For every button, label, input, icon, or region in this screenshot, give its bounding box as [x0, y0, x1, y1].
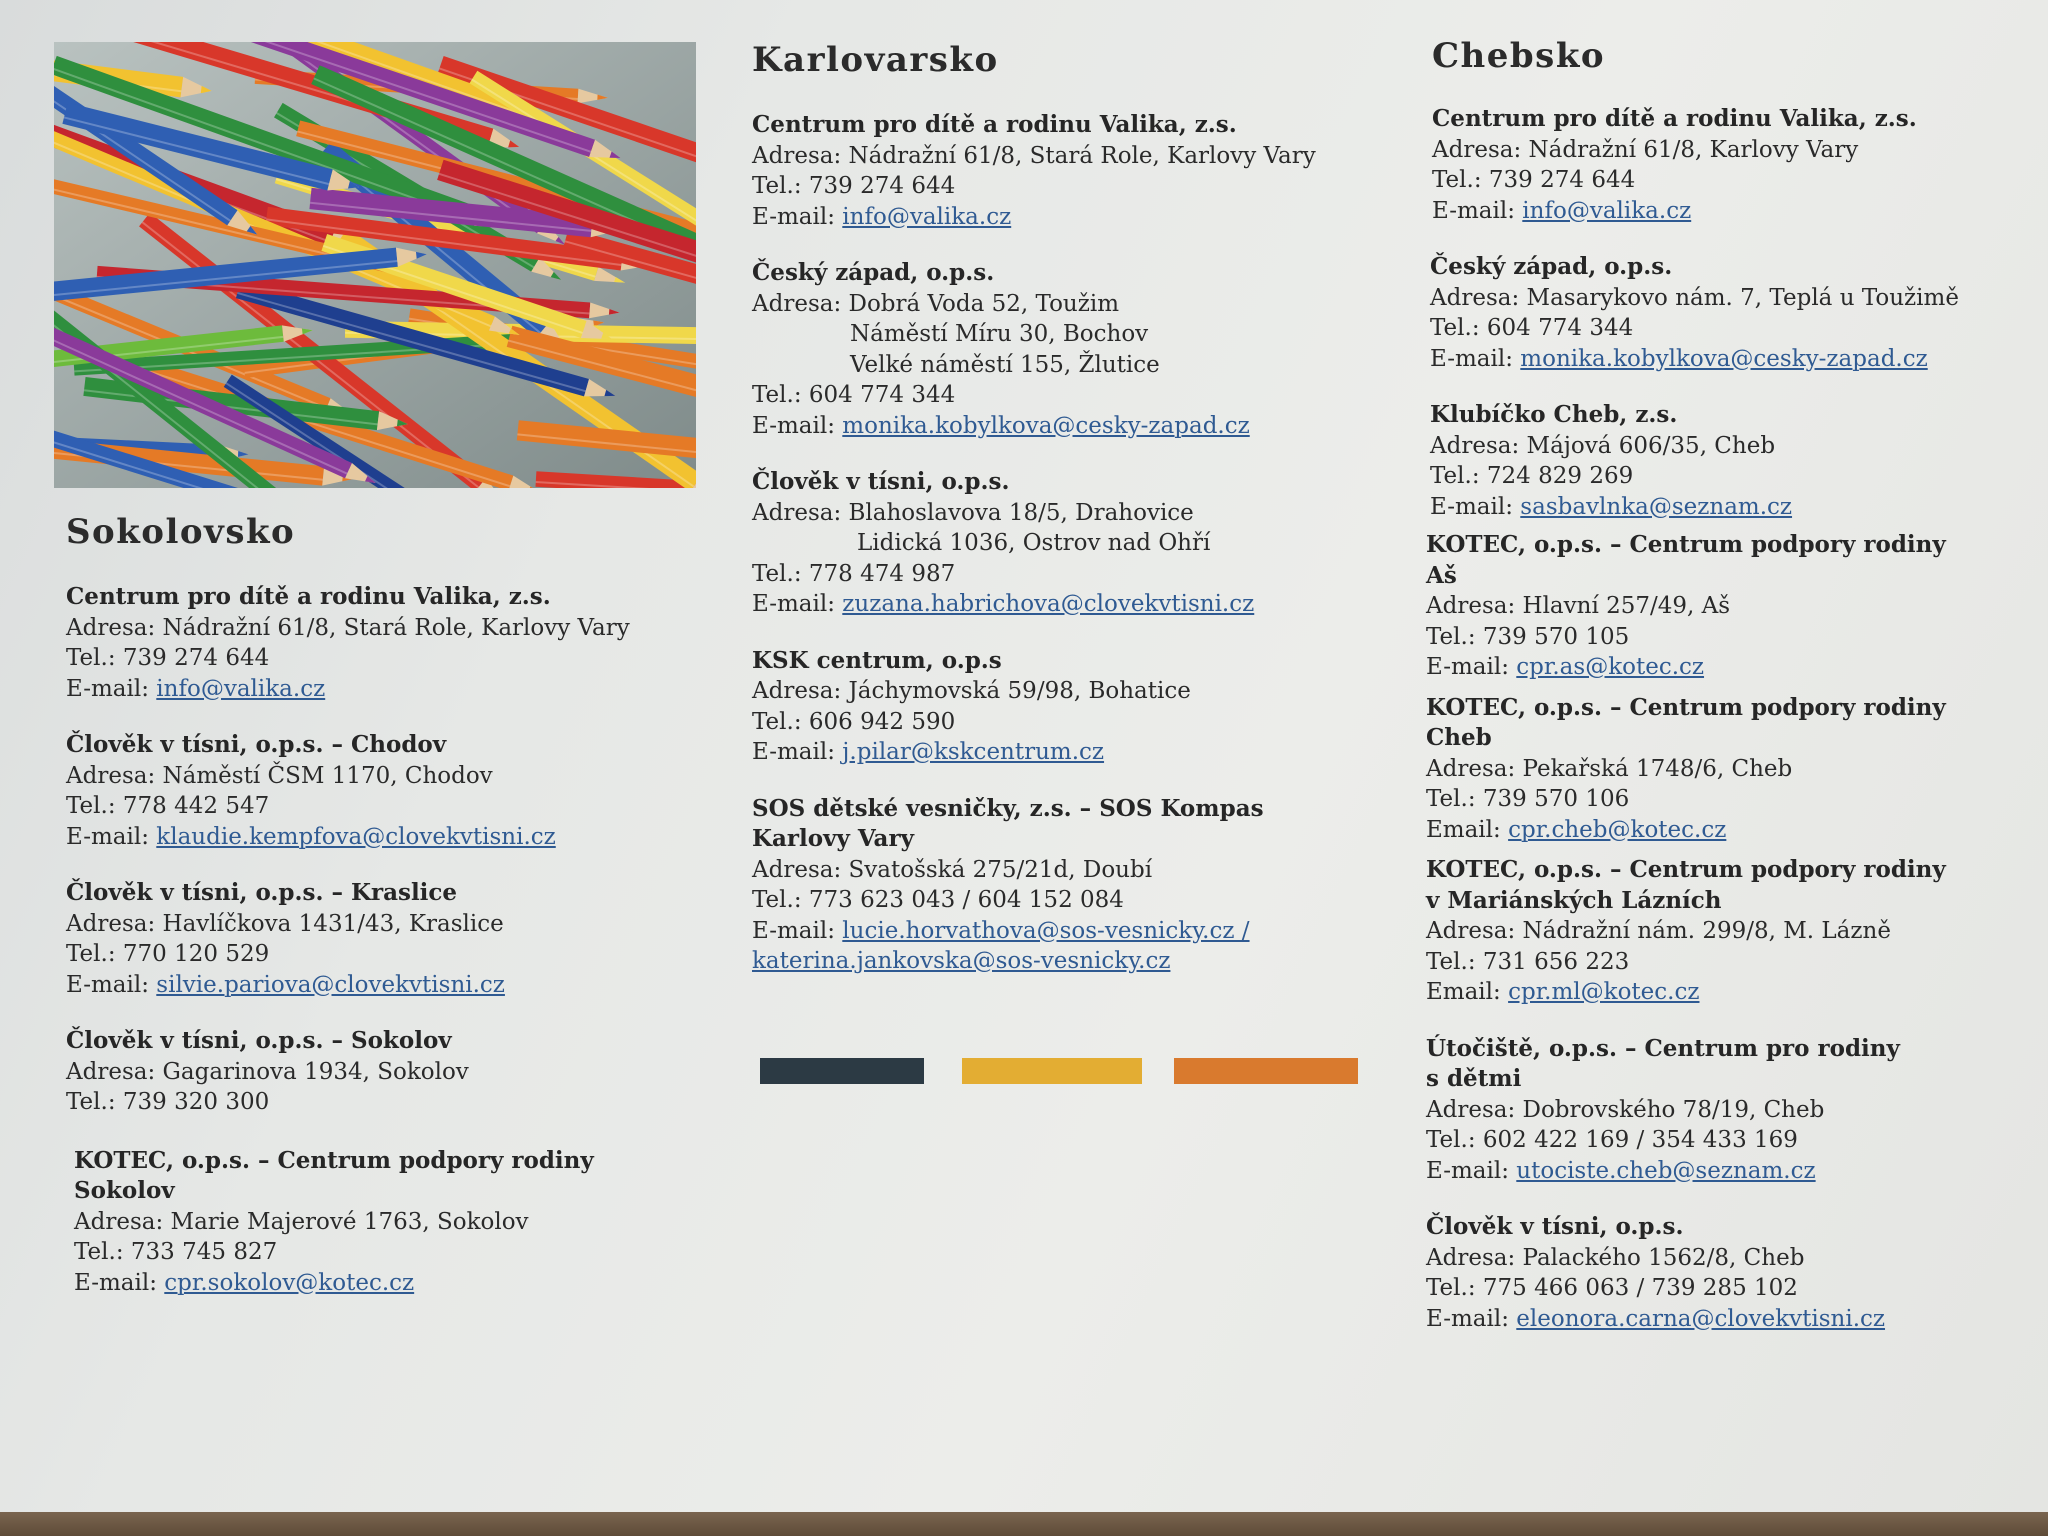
org-phone: Tel.: 604 774 344: [752, 382, 956, 408]
contact-entry: [1426, 855, 2026, 1008]
org-address: Adresa: Gagarinova 1934, Sokolov: [66, 1058, 469, 1085]
chebsko-column: [1426, 36, 2026, 1334]
org-name: Člověk v tísni, o.p.s. – Sokolov: [66, 1027, 452, 1054]
contact-entry: [1426, 1212, 2026, 1334]
colored-pencils-photo: [54, 42, 696, 488]
sokolovsko-column: [66, 512, 706, 1298]
email-label: E-mail:: [752, 412, 843, 439]
org-name-continued: Karlovy Vary: [752, 825, 914, 852]
org-name: Útočiště, o.p.s. – Centrum pro rodiny: [1426, 1034, 1900, 1062]
email-link[interactable]: klaudie.kempfova@clovekvtisni.cz: [156, 823, 556, 850]
org-address: Adresa: Jáchymovská 59/98, Bohatice: [752, 678, 1191, 704]
org-phone: Tel.: 775 466 063 / 739 285 102: [1426, 1275, 1798, 1301]
contact-entry: [1426, 1034, 2026, 1187]
navy-bar: [760, 1058, 924, 1084]
org-phone: Tel.: 739 274 644: [66, 645, 270, 671]
contact-entry: [1426, 104, 2026, 226]
org-phone: Tel.: 778 474 987: [752, 560, 956, 587]
org-phone: Tel.: 739 274 644: [1432, 167, 1636, 193]
email-link[interactable]: utociste.cheb@seznam.cz: [1516, 1157, 1816, 1184]
pencils-illustration: [54, 42, 696, 488]
org-name: Člověk v tísni, o.p.s. – Kraslice: [66, 879, 458, 906]
email-label: E-mail:: [1432, 197, 1523, 224]
contact-entry: [1426, 530, 2026, 683]
org-phone: Tel.: 739 274 644: [752, 173, 956, 199]
contact-entry: [66, 1146, 706, 1299]
org-address: Adresa: Nádražní 61/8, Stará Role, Karlovy Vary: [752, 142, 1316, 169]
contact-entry: [66, 1026, 706, 1118]
org-name-continued: Aš: [1426, 561, 1457, 589]
email-label: E-mail:: [752, 739, 843, 765]
org-address: Adresa: Náměstí ČSM 1170, Chodov: [66, 762, 493, 789]
sokolovsko-title: Sokolovsko: [66, 512, 296, 552]
org-address: Adresa: Dobrá Voda 52, Toužim: [752, 290, 1120, 317]
org-name: Člověk v tísni, o.p.s. – Chodov: [66, 731, 447, 758]
org-address: Adresa: Masarykovo nám. 7, Teplá u Toužimě: [1430, 284, 1959, 311]
org-address: Adresa: Dobrovského 78/19, Cheb: [1426, 1096, 1825, 1123]
email-label: E-mail:: [752, 591, 843, 617]
yellow-bar: [962, 1058, 1142, 1084]
org-name: Člověk v tísni, o.p.s.: [752, 468, 1010, 495]
contact-entry: [752, 467, 1412, 620]
org-phone: Tel.: 770 120 529: [66, 941, 270, 967]
org-address-line-2: Náměstí Míru 30, Bochov: [850, 321, 1149, 347]
org-phone: Tel.: 773 623 043 / 604 152 084: [752, 887, 1124, 913]
email-link[interactable]: eleonora.carna@clovekvtisni.cz: [1516, 1305, 1886, 1332]
org-address-line-3: Velké náměstí 155, Žlutice: [850, 351, 1160, 378]
email-label: E-mail:: [752, 203, 843, 230]
email-link[interactable]: info@valika.cz: [842, 203, 1012, 230]
email-label: E-mail:: [1426, 1157, 1517, 1184]
org-name-continued: v Mariánských Lázních: [1426, 886, 1722, 914]
color-bars: [760, 1058, 1360, 1090]
email-label: Email:: [1426, 816, 1509, 843]
org-phone: Tel.: 739 320 300: [66, 1089, 270, 1115]
org-name: Klubíčko Cheb, z.s.: [1430, 401, 1678, 428]
email-link[interactable]: info@valika.cz: [156, 675, 326, 702]
org-name: Český západ, o.p.s.: [752, 259, 995, 286]
org-phone: Tel.: 733 745 827: [74, 1239, 278, 1265]
email-label: E-mail:: [66, 823, 157, 850]
org-address: Adresa: Havlíčkova 1431/43, Kraslice: [66, 910, 504, 937]
org-phone: Tel.: 604 774 344: [1430, 315, 1634, 341]
org-name: KSK centrum, o.p.s: [752, 646, 1002, 674]
email-link[interactable]: silvie.pariova@clovekvtisni.cz: [156, 971, 505, 998]
contact-entry: [1426, 693, 2026, 846]
org-address: Adresa: Nádražní 61/8, Stará Role, Karlovy Vary: [66, 614, 630, 641]
email-link[interactable]: info@valika.cz: [1522, 197, 1692, 224]
org-phone: Tel.: 778 442 547: [66, 793, 270, 819]
org-phone: Tel.: 602 422 169 / 354 433 169: [1426, 1127, 1798, 1153]
email-link[interactable]: cpr.sokolov@kotec.cz: [164, 1269, 415, 1296]
email-label: E-mail:: [1426, 1305, 1517, 1332]
org-name: KOTEC, o.p.s. – Centrum podpory rodiny: [1426, 531, 1946, 558]
org-address: Adresa: Palackého 1562/8, Cheb: [1426, 1244, 1805, 1271]
email-link[interactable]: sasbavlnka@seznam.cz: [1520, 493, 1793, 520]
karlovarsko-title: Karlovarsko: [752, 40, 999, 80]
email-label: E-mail:: [66, 971, 157, 998]
table-surface: [0, 1512, 2048, 1536]
email-link[interactable]: cpr.as@kotec.cz: [1516, 654, 1705, 680]
contact-entry: [752, 110, 1412, 232]
org-name: Centrum pro dítě a rodinu Valika, z.s.: [66, 583, 551, 610]
org-name: Centrum pro dítě a rodinu Valika, z.s.: [1432, 105, 1917, 132]
org-name: Centrum pro dítě a rodinu Valika, z.s.: [752, 111, 1237, 138]
org-address: Adresa: Marie Majerové 1763, Sokolov: [74, 1208, 529, 1235]
org-address: Adresa: Nádražní 61/8, Karlovy Vary: [1432, 136, 1859, 163]
email-link[interactable]: monika.kobylkova@cesky-zapad.cz: [842, 412, 1250, 439]
karlovarsko-column: [752, 40, 1412, 977]
org-address: Adresa: Hlavní 257/49, Aš: [1426, 593, 1731, 619]
org-phone: Tel.: 731 656 223: [1426, 948, 1630, 975]
contact-entry: [752, 794, 1412, 977]
org-name: KOTEC, o.p.s. – Centrum podpory rodiny: [1426, 693, 1946, 721]
org-phone: Tel.: 606 942 590: [752, 708, 956, 735]
org-name: SOS dětské vesničky, z.s. – SOS Kompas: [752, 794, 1264, 822]
org-name: Člověk v tísni, o.p.s.: [1426, 1213, 1684, 1240]
email-link[interactable]: cpr.ml@kotec.cz: [1508, 979, 1700, 1005]
email-label: E-mail:: [1430, 345, 1521, 372]
org-name: KOTEC, o.p.s. – Centrum podpory rodiny: [74, 1146, 594, 1174]
org-address: Adresa: Blahoslavova 18/5, Drahovice: [752, 499, 1194, 526]
email-label: Email:: [1426, 979, 1509, 1005]
org-name-continued: s dětmi: [1426, 1065, 1522, 1092]
org-address-line-2: Lidická 1036, Ostrov nad Ohří: [857, 530, 1211, 556]
org-name-continued: Cheb: [1426, 724, 1492, 751]
org-address: Adresa: Pekařská 1748/6, Cheb: [1426, 755, 1793, 782]
email-label: E-mail:: [1430, 493, 1521, 520]
chebsko-title: Chebsko: [1432, 36, 1606, 76]
email-link-2[interactable]: katerina.jankovska@sos-vesnicky.cz: [752, 948, 1171, 974]
contact-entry: [752, 258, 1412, 441]
org-phone: Tel.: 739 570 105: [1426, 623, 1630, 650]
org-name: KOTEC, o.p.s. – Centrum podpory rodiny: [1426, 856, 1946, 883]
org-name: Český západ, o.p.s.: [1430, 253, 1673, 280]
contact-entry: [1426, 400, 2026, 522]
contact-entry: [66, 730, 706, 852]
email-label: E-mail:: [1426, 654, 1517, 680]
email-link[interactable]: lucie.horvathova@sos-vesnicky.cz /: [842, 917, 1250, 944]
email-label: E-mail:: [66, 675, 157, 702]
email-link[interactable]: zuzana.habrichova@clovekvtisni.cz: [842, 591, 1255, 617]
org-phone: Tel.: 724 829 269: [1430, 463, 1634, 489]
org-phone: Tel.: 739 570 106: [1426, 786, 1630, 812]
contact-entry: [66, 582, 706, 704]
org-name-continued: Sokolov: [74, 1177, 175, 1204]
email-link[interactable]: monika.kobylkova@cesky-zapad.cz: [1520, 345, 1928, 372]
email-label: E-mail:: [74, 1269, 165, 1296]
email-link[interactable]: j.pilar@kskcentrum.cz: [842, 739, 1105, 765]
org-address: Adresa: Májová 606/35, Cheb: [1430, 432, 1776, 459]
orange-bar: [1174, 1058, 1358, 1084]
email-label: E-mail:: [752, 917, 843, 944]
contact-entry: [752, 646, 1412, 768]
org-address: Adresa: Svatošská 275/21d, Doubí: [752, 856, 1153, 883]
email-link[interactable]: cpr.cheb@kotec.cz: [1508, 816, 1727, 843]
contact-entry: [1426, 252, 2026, 374]
contact-entry: [66, 878, 706, 1000]
org-address: Adresa: Nádražní nám. 299/8, M. Lázně: [1426, 918, 1891, 944]
